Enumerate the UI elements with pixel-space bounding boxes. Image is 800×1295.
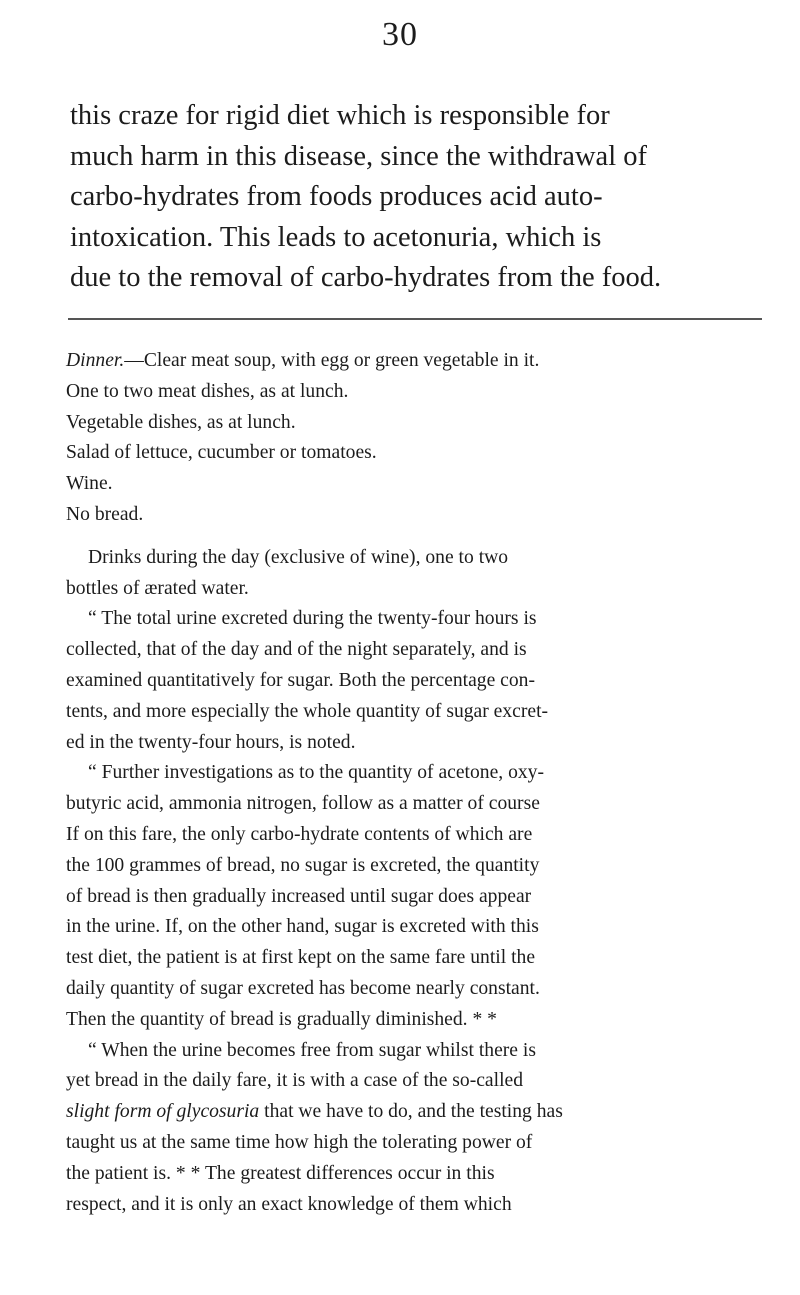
quote2-line: daily quantity of sugar excreted has become nearly constant. [66,977,540,999]
section-divider [68,318,762,320]
quote3-line-rest: that we have to do, and the testing has [259,1101,563,1123]
menu-item: No bread. [66,503,144,525]
quote1-line: examined quantitatively for sugar. Both the percentage con- [66,669,535,691]
quote1-line: collected, that of the day and of the night separately, and is [66,639,527,661]
italic-term: slight form of glycosuria [66,1101,260,1123]
quote3-line: taught us at the same time how high the tolerating power of [66,1131,533,1153]
dinner-heading: Dinner. [66,350,125,371]
quote2-line: butyric acid, ammonia nitrogen, follow as a matter of course [66,793,540,815]
menu-item: Vegetable dishes, as at lunch. [66,411,296,433]
drinks-line: bottles of ærated water. [66,577,249,599]
quote3-line: yet bread in the daily fare, it is with a case of the so-called [66,1070,524,1092]
text-line: intoxication. This leads to acetonuria, which is [70,221,602,253]
quote1-line: “ The total urine excreted during the twenty-four hours is [88,608,537,630]
quote2-line: in the urine. If, on the other hand, sugar is excreted with this [66,916,539,938]
quote3-line: the patient is. * * The greatest differences occur in this [66,1162,495,1184]
intro-paragraph [70,96,760,299]
dinner-menu-line [66,346,770,377]
quote1-line: ed in the twenty-four hours, is noted. [66,731,356,753]
menu-item: One to two meat dishes, as at lunch. [66,380,349,402]
quote2-line: If on this fare, the only carbo-hydrate contents of which are [66,823,533,845]
quote3-line: “ When the urine becomes free from sugar whilst there is [88,1039,536,1061]
menu-item: Salad of lettuce, cucumber or tomatoes. [66,442,377,464]
quote2-line: the 100 grammes of bread, no sugar is excreted, the quantity [66,854,540,876]
dinner-text: —Clear meat soup, with egg or green vegetable in it. [124,350,540,371]
quote1-line: tents, and more especially the whole quantity of sugar excret- [66,700,549,722]
menu-item: Wine. [66,473,113,495]
text-line: carbo-hydrates from foods produces acid auto- [70,181,603,212]
quote2-line: “ Further investigations as to the quantity of acetone, oxy- [88,762,544,784]
quote3-line: respect, and it is only an exact knowledge of them which [66,1193,512,1215]
quote2-line: test diet, the patient is at first kept on the same fare until the [66,947,536,969]
spacer [66,531,770,543]
page-number: 30 [382,16,418,53]
drinks-line: Drinks during the day (exclusive of wine), one to two [88,546,509,568]
text-line: much harm in this disease, since the withdrawal of [70,140,647,172]
quoted-text-block [66,346,770,1220]
quote2-line: Then the quantity of bread is gradually diminished. * * [66,1008,497,1030]
text-line: due to the removal of carbo-hydrates from the food. [70,262,662,293]
quote2-line: of bread is then gradually increased until sugar does appear [66,885,532,907]
quote3-line [66,1097,770,1128]
text-line: this craze for rigid diet which is responsible for [70,100,610,131]
